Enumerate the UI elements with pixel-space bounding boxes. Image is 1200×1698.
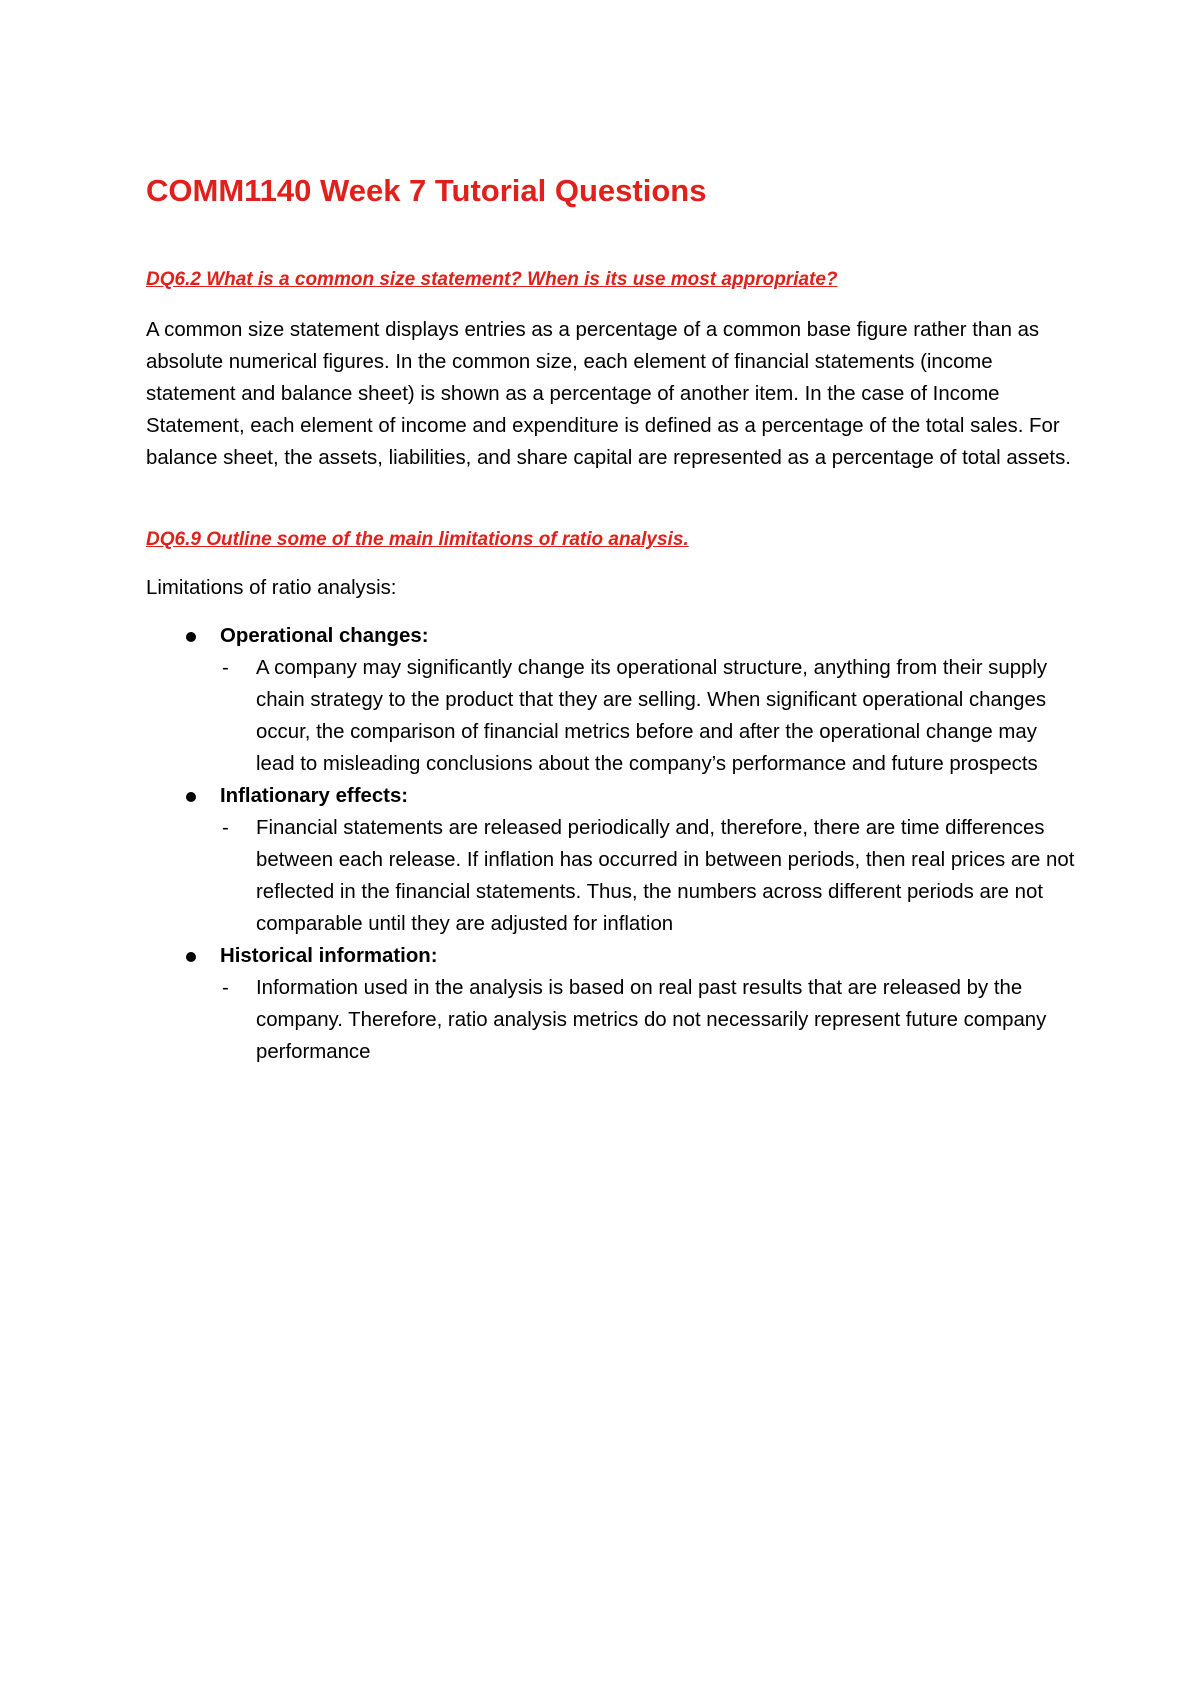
limitation-detail-text: Financial statements are released periodically and, therefore, there are time differences between each release. If inflation has occurred in between periods, then real prices are not reflected in the financial statements. Thus, the numbers across different periods are not comparable until they are adjusted for inflation xyxy=(256,817,1075,935)
bullet-icon xyxy=(186,632,196,642)
limitation-item-historical-information xyxy=(146,940,1076,1068)
limitation-detail-text: Information used in the analysis is based on real past results that are released by the company. Therefore, ratio analysis metrics do not necessarily represent future company performance xyxy=(256,977,1047,1063)
limitation-heading: Historical information: xyxy=(220,945,438,967)
limitation-detail xyxy=(220,972,1076,1068)
limitations-intro: Limitations of ratio analysis: xyxy=(146,577,397,599)
question-heading-dq6-9: DQ6.9 Outline some of the main limitations of ratio analysis. xyxy=(146,529,689,550)
document-title: COMM1140 Week 7 Tutorial Questions xyxy=(146,173,707,208)
bullet-icon xyxy=(186,792,196,802)
dash-marker: - xyxy=(222,977,229,999)
limitation-detail xyxy=(220,812,1076,940)
limitation-detail xyxy=(220,652,1076,780)
limitations-list xyxy=(146,620,1076,1068)
dash-marker: - xyxy=(222,657,229,679)
dash-marker: - xyxy=(222,817,229,839)
answer-paragraph-dq6-2: A common size statement displays entries as a percentage of a common base figure rather than as absolute numerical figures. In the common size, each element of financial statements (income statement and balance sheet) is shown as a percentage of another item. In the case of Income Statement, each element of income and expenditure is defined as a percentage of the total sales. For balance sheet, the assets, liabilities, and share capital are represented as a percentage of total assets. xyxy=(146,319,1071,469)
limitation-heading: Inflationary effects: xyxy=(220,785,409,807)
limitation-heading: Operational changes: xyxy=(220,625,429,647)
bullet-icon xyxy=(186,952,196,962)
limitation-detail-text: A company may significantly change its operational structure, anything from their supply chain strategy to the product that they are selling. When significant operational changes occur, the comparison of financial metrics before and after the operational change may lead to misleading conclusions about the company’s performance and future prospects xyxy=(256,657,1048,775)
limitation-item-inflationary-effects xyxy=(146,780,1076,940)
limitation-item-operational-changes xyxy=(146,620,1076,780)
question-heading-dq6-2: DQ6.2 What is a common size statement? When is its use most appropriate? xyxy=(146,269,838,290)
